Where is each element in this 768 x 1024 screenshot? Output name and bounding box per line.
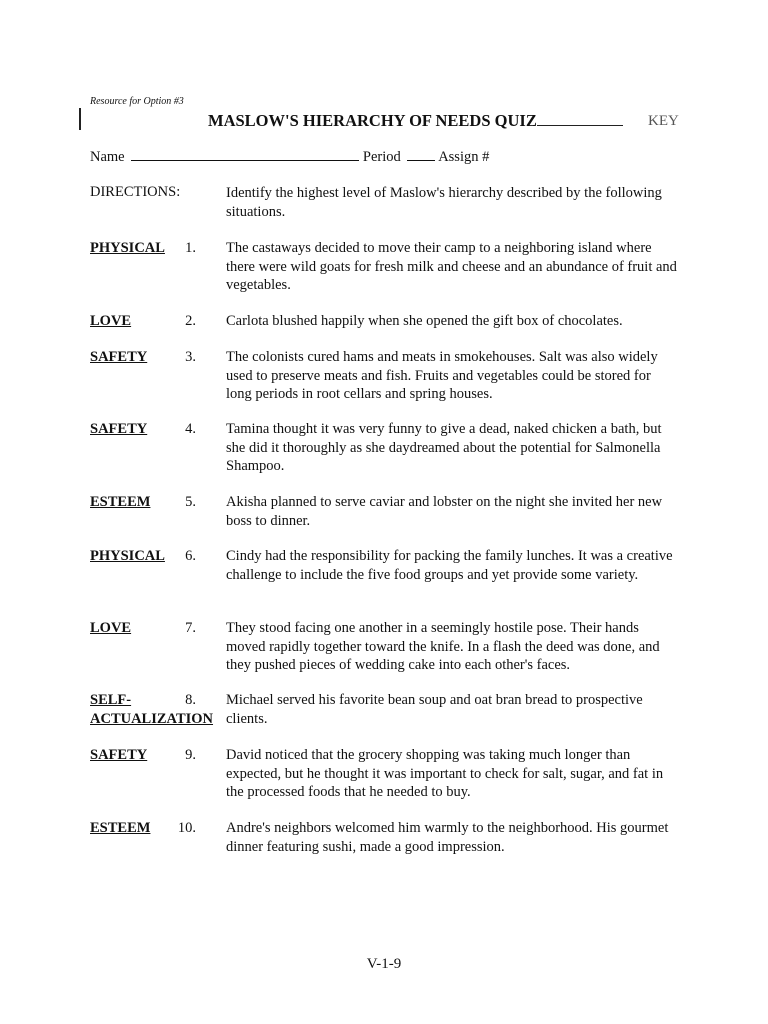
question-text: David noticed that the grocery shopping was taking much longer than expected, but he thought it was important to check for salt, sugar, and fat in the processed foods that he needed to buy. [226,747,664,800]
answer-label: ESTEEM [90,820,151,836]
question-number: 4. [185,421,196,437]
title-row [208,111,679,131]
text-cursor [79,108,81,130]
period-label: Period [362,149,401,165]
answer-label: SAFETY [90,349,148,365]
answer-label-line1: SELF- [90,692,132,708]
question-number: 9. [185,747,196,763]
name-period-row [90,148,489,166]
answer-label: LOVE [90,620,132,636]
question-number: 2. [185,313,196,329]
assign-label: Assign # [438,149,490,165]
question-text: Michael served his favorite bean soup and oat bran bread to prospective clients. [226,692,643,727]
answer-label: SAFETY [90,421,148,437]
page-number: V-1-9 [366,956,402,972]
answer-label: ESTEEM [90,494,151,510]
question-text: Carlota blushed happily when she opened the gift box of chocolates. [226,313,623,329]
question-number: 10. [177,820,196,836]
name-field[interactable] [131,148,359,161]
question-text: Tamina thought it was very funny to give a dead, naked chicken a bath, but she did it thoroughly as she daydreamed about the potential for Salmonella Shampoo. [226,421,662,474]
question-number: 5. [185,494,196,510]
quiz-title: MASLOW'S HIERARCHY OF NEEDS QUIZ [208,111,537,130]
answer-label: SAFETY [90,747,148,763]
question-number: 3. [185,349,196,365]
question-text: They stood facing one another in a seemingly hostile pose. Their hands moved rapidly together toward the knife. In a flash the deed was done, and they pushed pieces of wedding cake into each other's faces. [226,620,660,673]
question-text: The colonists cured hams and meats in smokehouses. Salt was also widely used to preserve meats and fish. Fruits and vegetables could be stored for long periods in root cellars and spring houses. [226,349,658,402]
directions-text: Identify the highest level of Maslow's hierarchy described by the following situations. [226,185,662,220]
question-text: Cindy had the responsibility for packing the family lunches. It was a creative challenge to include the five food groups and yet provide some variety. [226,548,673,583]
question-text: Andre's neighbors welcomed him warmly to the neighborhood. His gourmet dinner featuring sushi, made a good impression. [226,820,669,855]
answer-label: LOVE [90,313,132,329]
answer-label: PHYSICAL [90,548,165,564]
answer-label: PHYSICAL [90,240,165,256]
question-number: 1. [185,240,196,256]
title-underline [537,125,623,126]
name-label: Name [90,149,125,165]
question-text: Akisha planned to serve caviar and lobster on the night she invited her new boss to dinner. [226,494,663,529]
question-number: 7. [185,620,196,636]
question-number: 6. [185,548,196,564]
answer-label-line2: ACTUALIZATION [90,710,214,727]
resource-note: Resource for Option #3 [90,96,184,107]
question-number: 8. [185,692,196,708]
question-text: The castaways decided to move their camp to a neighboring island where there were wild goats for fresh milk and cheese and an abundance of fruit and vegetables. [226,240,677,293]
period-field[interactable] [407,148,435,161]
directions-label: DIRECTIONS: [90,184,181,200]
key-label: KEY [648,113,679,129]
